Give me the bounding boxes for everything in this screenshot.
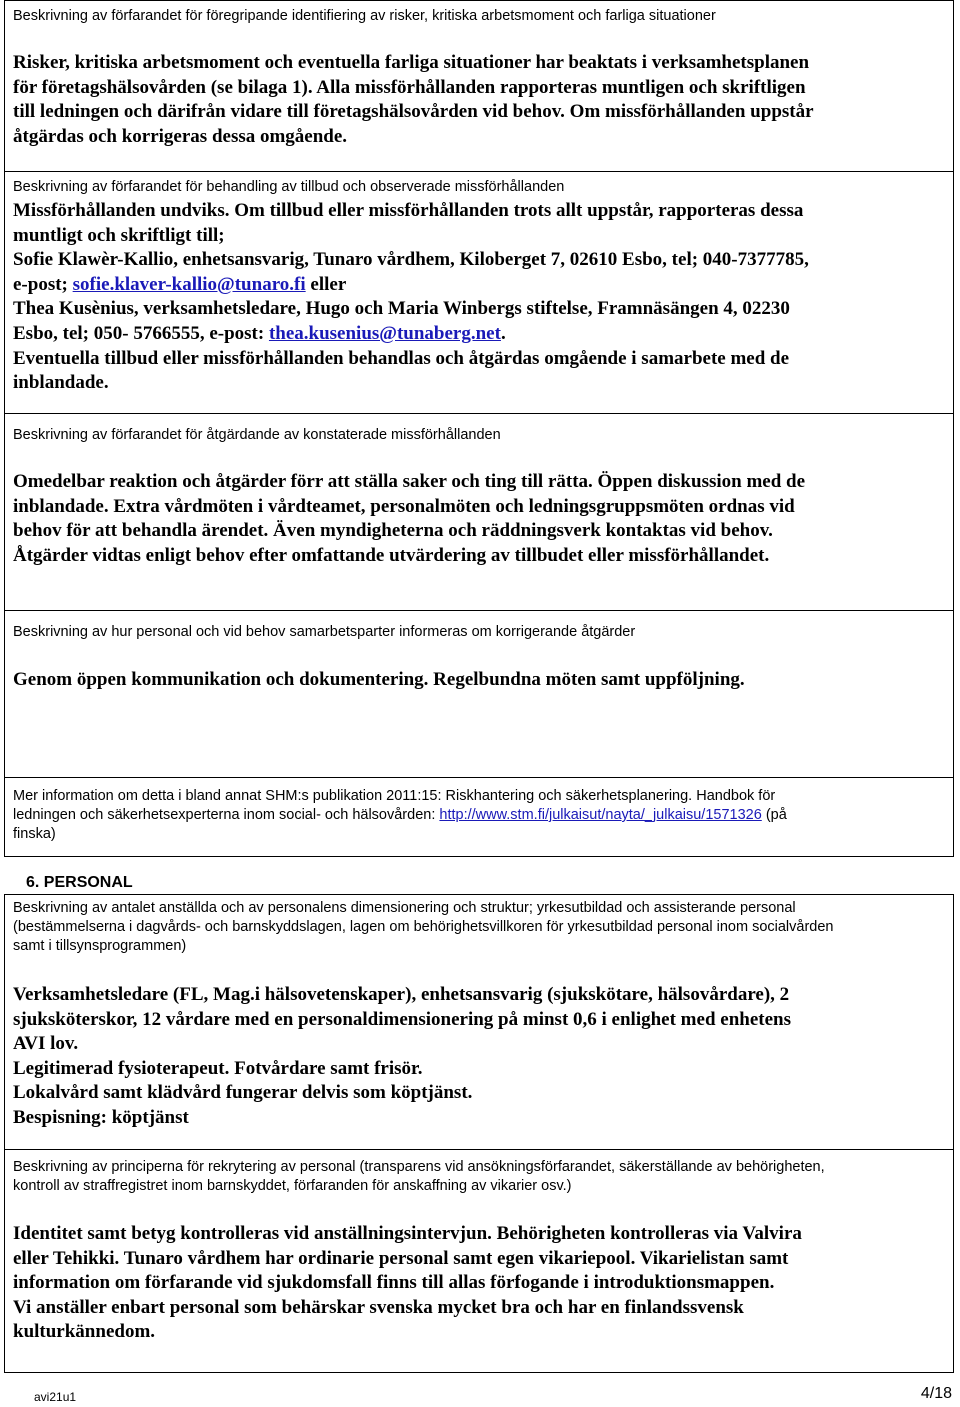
information-routines-text [13,668,945,693]
label-line: samt i tillsynsprogrammen) [13,938,187,954]
section-heading-personal: 6. PERSONAL [26,874,133,891]
phone-email-prefix: Esbo, tel; 050- 5766555, e-post: [13,322,269,344]
personnel-text [13,983,945,1131]
text-line: kulturkännedom. [13,1321,156,1343]
info-line-suffix: (på [761,807,787,823]
text-line: sjuksköterskor, 12 vårdare med en personaldimensionering på minst 0,6 i enlighet med enhetens [13,1008,791,1030]
corrective-actions-text [13,470,945,568]
email-link-thea[interactable]: thea.kusenius@tunaberg.net [268,322,501,344]
label-line: kontroll av straffregistret inom barnskyddet, förfaranden för anskaffning av vikarier osv.) [13,1178,572,1194]
info-line [13,806,787,825]
email-prefix: e-post; [13,273,73,295]
page-number: 4/18 [920,1385,952,1402]
text-line: Omedelbar reaktion och åtgärder förr att ställa saker och ting till rätta. Öppen diskussion med de [13,471,806,492]
risk-identification-label: Beskrivning av förfarandet för föregripande identifiering av risker, kritiska arbetsmoment och farliga situationer [13,8,716,24]
text-line: AVI lov. [13,1033,79,1055]
text-line: Åtgärder vidtas enligt behov efter omfattande utvärdering av tillbudet eller missförhållandet. [13,544,770,566]
text-line: för företagshälsovården (se bilaga 1). Alla missförhållanden rapporteras muntligen och skriftligen [13,76,806,98]
personnel-label [13,899,834,956]
more-information-text [13,787,787,844]
text-line: eller Tehikki. Tunaro vårdhem har ordinarie personal samt egen vikariepool. Vikarielistan samt [13,1247,789,1269]
more-information-box [4,777,954,857]
email-suffix: . [500,322,506,344]
text-line: Missförhållanden undviks. Om tillbud eller missförhållanden trots allt uppstår, rapporteras dessa [13,200,804,221]
text-line: Vi anställer enbart personal som behärskar svenska mycket bra och har en finlandssvensk [13,1296,744,1318]
text-line: information om förfarande vid sjukdomsfall finns till allas förfogande i introduktionsmappen. [13,1272,775,1294]
text-line: Lokalvård samt klädvård fungerar delvis som köptjänst. [13,1082,473,1104]
incident-handling-text [13,199,945,396]
email-suffix: eller [305,273,347,295]
text-line: behov för att behandla ärendet. Även myndigheterna och räddningsverk kontaktas vid behov. [13,520,773,542]
text-line: inblandade. Extra vårdmöten i vårdteamet, personalmöten och ledningsgruppsmöten ordnas vid [13,495,795,517]
text-line: till ledningen och därifrån vidare till företagshälsovården vid behov. Om missförhållanden uppstår [13,101,814,123]
incident-handling-box [4,171,954,414]
recruitment-text [13,1222,945,1345]
incident-handling-label: Beskrivning av förfarandet för behandling av tillbud och observerade missförhållanden [13,179,565,195]
personnel-box [4,894,954,1150]
recruitment-label [13,1158,825,1196]
information-routines-box [4,610,954,778]
text-line [13,322,945,347]
recruitment-box [4,1149,954,1373]
text-line: Verksamhetsledare (FL, Mag.i hälsovetenskaper), enhetsansvarig (sjukskötare, hälsovårdare), 2 [13,984,790,1005]
text-line: Identitet samt betyg kontrolleras vid anställningsintervjun. Behörigheten kontrolleras via Valvira [13,1223,802,1244]
text-line: Risker, kritiska arbetsmoment och eventuella farliga situationer har beaktats i verksamhetsplanen [13,52,810,73]
text-line: muntligt och skriftligt till; [13,224,225,246]
form-code: avi21u1 [34,1390,77,1404]
info-line: Mer information om detta i bland annat SHM:s publikation 2011:15: Riskhantering och säkerhetsplanering. Handbok för [13,788,776,804]
text-line [13,273,945,298]
text-line: Eventuella tillbud eller missförhållanden behandlas och åtgärdas omgående i samarbete med de [13,347,790,369]
label-line: Beskrivning av principerna för rekrytering av personal (transparens vid ansökningsförfarandet, säkerställande av behörigheten, [13,1159,825,1175]
stm-publication-link[interactable]: http://www.stm.fi/julkaisut/nayta/_julkaisu/1571326 [439,807,762,823]
label-line: (bestämmelserna i dagvårds- och barnskyddslagen, lagen om behörighetsvillkoren för yrkesutbildad personal inom socialvården [13,919,834,935]
text-line: Genom öppen kommunikation och dokumentering. Regelbundna möten samt uppföljning. [13,669,745,690]
corrective-actions-label: Beskrivning av förfarandet för åtgärdande av konstaterade missförhållanden [13,427,501,443]
text-line: Bespisning: köptjänst [13,1106,189,1128]
email-link-sofie[interactable]: sofie.klaver-kallio@tunaro.fi [72,273,306,295]
label-line: Beskrivning av antalet anställda och av personalens dimensionering och struktur; yrkesutbildad och assisterande personal [13,900,796,916]
text-line: Sofie Klawèr-Kallio, enhetsansvarig, Tunaro vårdhem, Kiloberget 7, 02610 Esbo, tel; 040-7377785, [13,249,809,271]
risk-identification-box [4,0,954,172]
corrective-actions-box [4,413,954,611]
text-line: Legitimerad fysioterapeut. Fotvårdare samt frisör. [13,1057,423,1079]
text-line: Thea Kusènius, verksamhetsledare, Hugo och Maria Winbergs stiftelse, Framnäsängen 4, 02230 [13,298,790,320]
text-line: åtgärdas och korrigeras dessa omgående. [13,125,348,147]
risk-identification-text [13,51,945,149]
text-line: inblandade. [13,372,109,394]
info-line-prefix: ledningen och säkerhetsexperterna inom social- och hälsovården: [13,807,440,823]
information-routines-label: Beskrivning av hur personal och vid behov samarbetsparter informeras om korrigerande åtgärder [13,624,636,640]
info-line: finska) [13,826,56,842]
